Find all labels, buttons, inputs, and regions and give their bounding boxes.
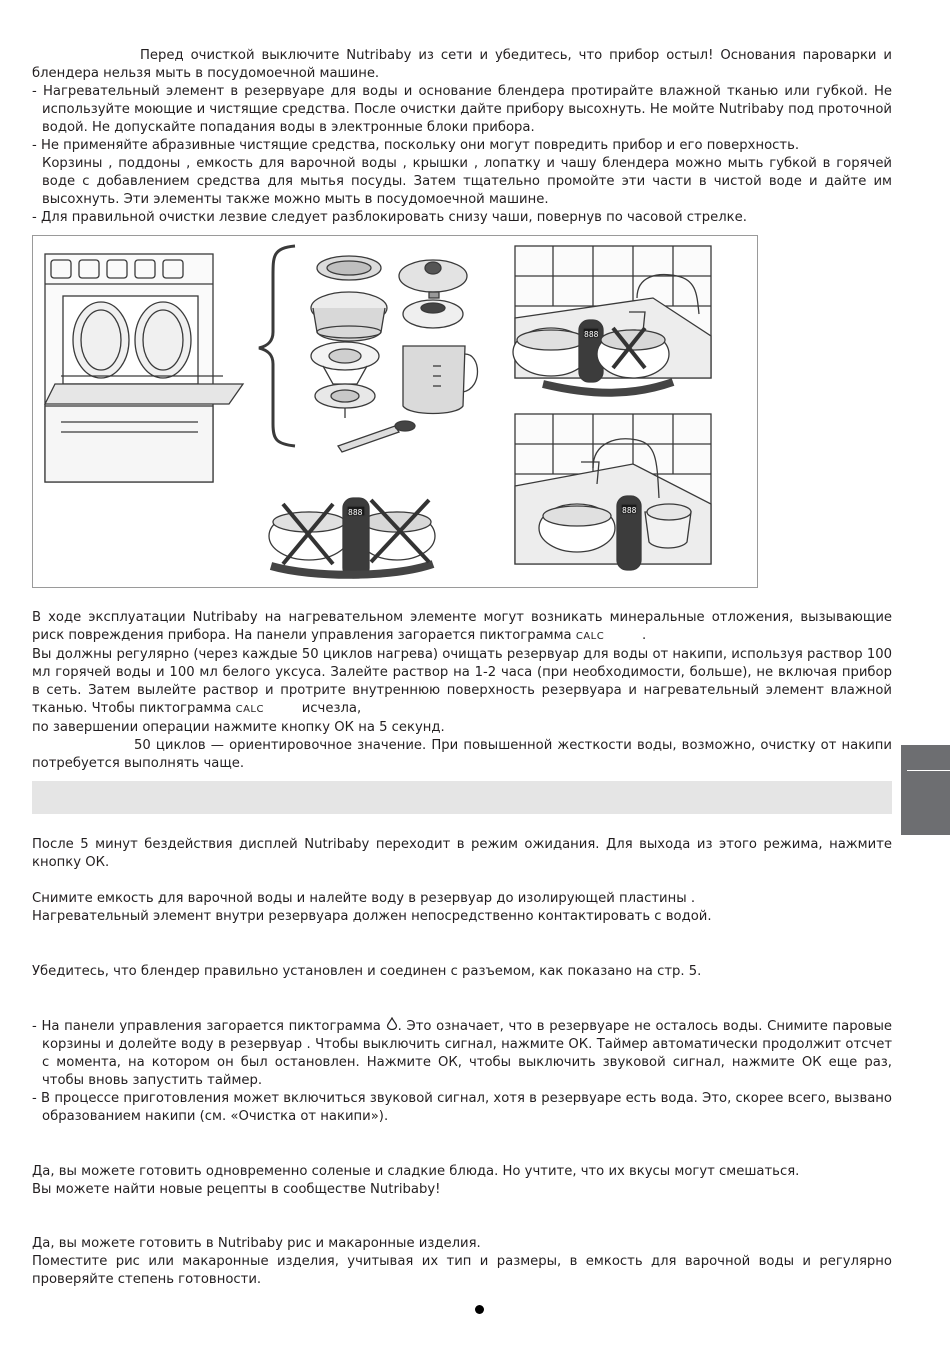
brace-icon [259, 246, 295, 446]
descaling-text-3: по завершении операции нажмите кнопку ОК на 5 секунд. [32, 720, 445, 735]
cleaning-bullet-blade: - Для правильной очистки лезвие следует разблокировать снизу чаши, повернув по часовой стрелке. [32, 210, 747, 225]
cleaning-parts-text: Корзины , поддоны , емкость для варочной воды , крышки , лопатку и чашу блендера можно мыть губкой в горячей воде с добавлением средства для мытья посуды. Затем тщательно промойте эти части в чистой воде и дайте им высохнуть. Эти элементы также можно мыть в посудомоечной машине. [42, 156, 892, 207]
descaling-text-2: Вы должны регулярно (через каждые 50 циклов нагрева) очищать резервуар для воды от накипи, используя раствор 100 мл горячей воды и 100 мл белого уксуса. Залейте раствор на 1-2 часа (при необходимости, больше), не включая прибор в сеть. Затем вылейте раствор и протрите внутреннюю поверхность резервуара и нагревательный элемент влажной тканью. Чтобы пиктограмма CALC исчезла, [32, 647, 892, 716]
descaling-section [32, 609, 892, 773]
dishwasher-icon [45, 254, 243, 482]
faq-salty-sweet: Да, вы можете готовить одновременно соленые и сладкие блюда. Но учтите, что их вкусы могут смешаться. Вы можете найти новые рецепты в сообществе Nutribaby! [32, 1164, 800, 1197]
language-tab [901, 745, 950, 835]
faq-blender: Убедитесь, что блендер правильно установлен и соединен с разъемом, как показано на стр. 5. [32, 964, 702, 979]
faq-standby: После 5 минут бездействия дисплей Nutribaby переходит в режим ожидания. Для выхода из этого режима, нажмите кнопку ОК. [32, 837, 892, 870]
page-marker-dot [475, 1305, 484, 1314]
calc-icon: CALC [575, 631, 605, 642]
faq-water: Снимите емкость для варочной воды и налейте воду в резервуар до изолирующей пластины . Нагревательный элемент внутри резервуара должен непосредственно контактировать с водой. [32, 891, 712, 924]
cleaning-bullet-heating: - Нагревательный элемент в резервуаре для воды и основание блендера протирайте влажной тканью или губкой. Не используйте моющие и чистящие средства. После очистки дайте прибору высохнуть. Не мойте Nutribaby под проточной водой. Не допускайте попадания воды в электронные блоки прибора. [32, 84, 892, 135]
cleaning-bullet-abrasive: - Не применяйте абразивные чистящие средства, поскольку они могут повредить прибор и его поверхность. [32, 138, 800, 153]
water-drop-icon [386, 1017, 398, 1030]
cleaning-section [32, 47, 892, 227]
tap-scene-top-icon [513, 246, 711, 393]
steamer-parts-icon [311, 256, 478, 452]
descaling-text-1: В ходе эксплуатации Nutribaby на нагревательном элементе могут возникать минеральные отложения, вызывающие риск повреждения прибора. На панели управления загорается пиктограмма CALC . [32, 610, 892, 643]
display-digits-top: 888 [584, 330, 599, 339]
faq-rice: Да, вы можете готовить в Nutribaby рис и макаронные изделия. Поместите рис или макаронные изделия, учитывая их тип и размеры, в емкость для варочной воды и регулярно проверяйте степень готовности. [32, 1236, 892, 1287]
cleaning-illustration [32, 235, 758, 588]
display-digits-bottom: 888 [622, 506, 637, 515]
faq-alarm: - На панели управления загорается пиктограмма . Это означает, что в резервуаре не осталось воды. Снимите паровые корзины и долейте воду в резервуар . Чтобы выключить сигнал, нажмите ОК. Таймер автоматически продолжит отсчет с момента, на котором он был остановлен. Нажмите ОК, чтобы выключить звуковой сигнал, нажмите ОК еще раз, чтобы вновь запустить таймер. - В процессе приготовления может включиться звуковой сигнал, хотя в резервуаре есть вода. Это, скорее всего, вызвано образованием накипи (см. «Очистка от накипи»). [32, 1019, 892, 1124]
calc-icon: CALC [235, 704, 264, 715]
cleaning-illustration-svg [33, 236, 757, 587]
faq-header-bar [32, 781, 892, 814]
descaling-note: 50 циклов — ориентировочное значение. При повышенной жесткости воды, возможно, очистку от накипи потребуется выполнять чаще. [32, 738, 892, 771]
tap-scene-bottom-icon [515, 414, 711, 570]
cleaning-warning: Перед очисткой выключите Nutribaby из сети и убедитесь, что прибор остыл! Основания пароварки и блендера нельзя мыть в посудомоечной машине. [32, 48, 892, 81]
display-digits-center: 888 [348, 508, 363, 517]
tab-divider [907, 770, 950, 771]
